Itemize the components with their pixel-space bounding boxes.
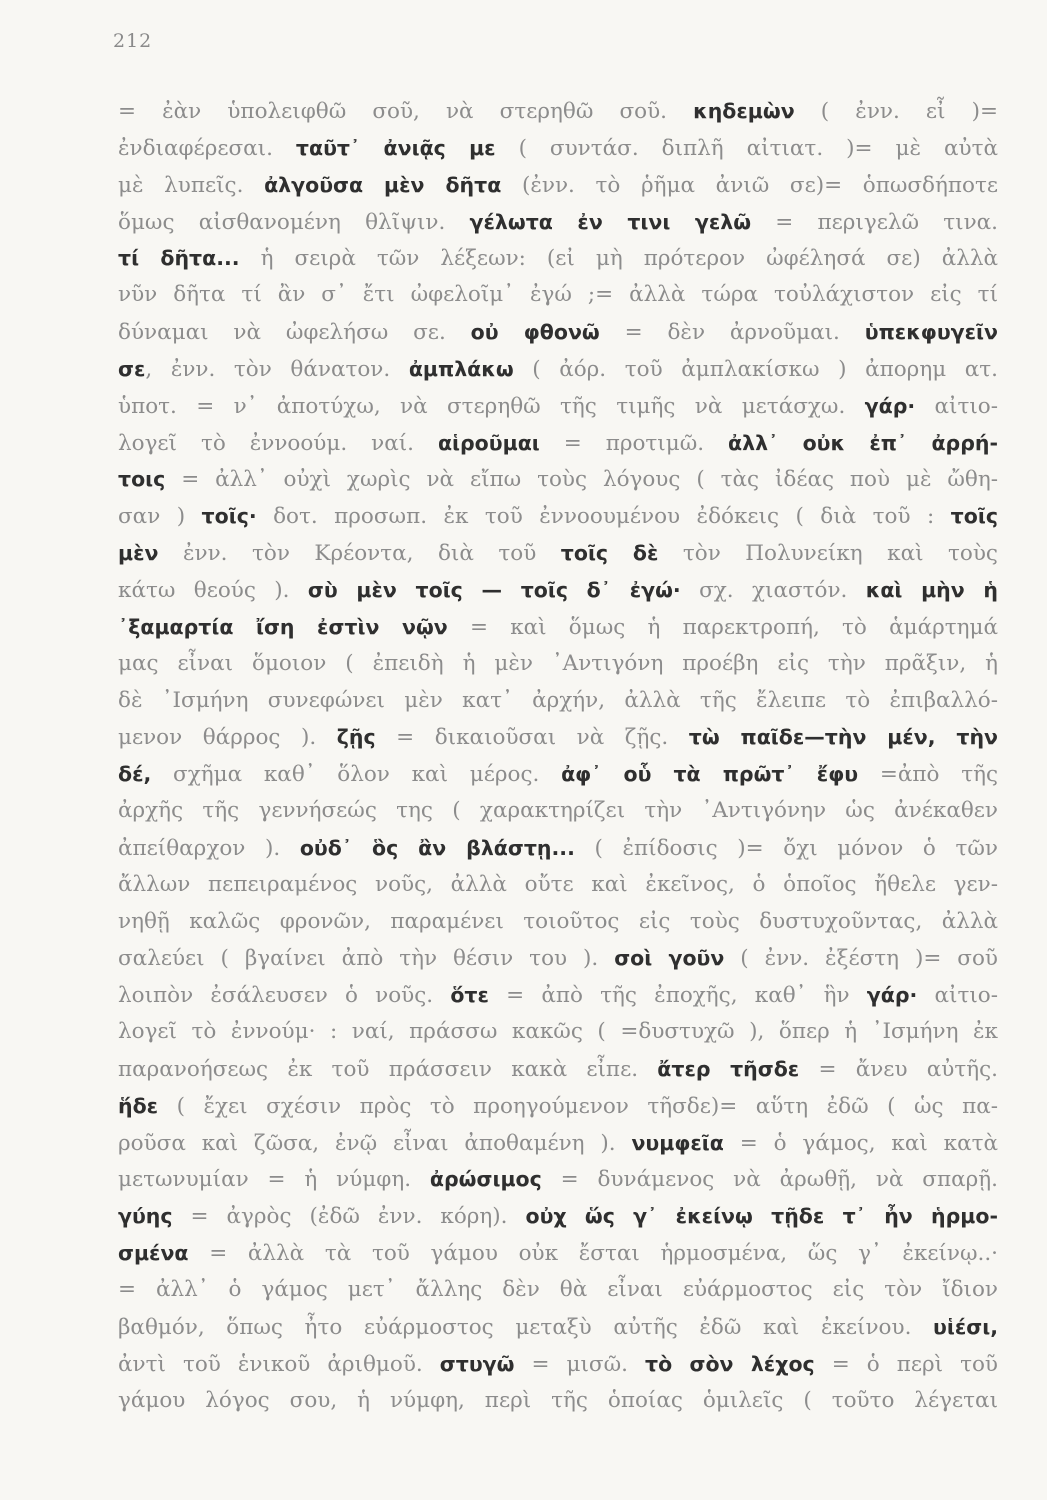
commentary-text (118, 93, 998, 1419)
text-line (118, 93, 998, 130)
text-line (118, 130, 998, 167)
gloss-text: ἀρχῆς τῆς γεννήσεώς της ( χαρακτηρίζει τὴν ᾽Αντιγόνην ὡς ἀνέκαθεν (118, 798, 998, 824)
text-line (118, 609, 998, 646)
text-line (118, 167, 998, 204)
text-line (118, 756, 998, 793)
text-line (118, 793, 998, 830)
lemma-bold: τοῖς· (201, 504, 257, 529)
gloss-text: = ἄνευ αὐτῆς. (799, 1056, 998, 1082)
lemma-bold: γύης (118, 1204, 173, 1229)
lemma-bold: υἱέσι, (933, 1314, 998, 1339)
lemma-bold: καὶ μὴν ἡ (865, 577, 998, 602)
lemma-bold: ἄτερ τῆσδε (657, 1056, 800, 1081)
gloss-text: αἰτιο- (915, 393, 998, 419)
gloss-text: σχ. χιαστόν. (680, 577, 866, 603)
text-line (118, 204, 998, 241)
gloss-text: = ἀλλὰ τὰ τοῦ γάμου οὐκ ἔσται ἡρμοσμένα, ὥς γ᾽ ἐκείνῳ..· (188, 1241, 998, 1267)
gloss-text: κάτω θεούς ). (118, 577, 308, 603)
gloss-text: (ἐνν. τὸ ῥῆμα ἀνιῶ σε)= ὁπωσδήποτε (501, 172, 998, 198)
text-line (118, 1051, 998, 1088)
gloss-text: μενον θάρρος ). (118, 725, 337, 751)
text-line (118, 1014, 998, 1051)
lemma-bold: τοῖς δὲ (560, 541, 659, 566)
gloss-text: ἀπείθαρχον ). (118, 835, 300, 861)
text-line (118, 1383, 998, 1420)
text-line (118, 535, 998, 572)
gloss-text: ( ἐνν. εἶ )= (794, 99, 998, 124)
gloss-text: δὲ ᾽Ισμήνη συνεφώνει μὲν κατ᾽ ἀρχήν, ἀλλὰ τῆς ἔλειπε τὸ ἐπιβαλλό- (118, 687, 998, 713)
gloss-text: = δυνάμενος νὰ ἀρωθῇ, νὰ σπαρῇ. (541, 1167, 998, 1193)
gloss-text: ἀντὶ τοῦ ἑνικοῦ ἀριθμοῦ. (118, 1351, 440, 1377)
gloss-text: γάμου λόγος σου, ἡ νύμφη, περὶ τῆς ὁποίας ὁμιλεῖς ( τοῦτο λέγεται (118, 1387, 998, 1413)
gloss-text: = ὁ γάμος, καὶ κατὰ (723, 1130, 998, 1156)
page-number: 212 (113, 30, 153, 52)
gloss-text: ( ἔχει σχέσιν πρὸς τὸ προηγούμενον τῆσδε)= αὕτη ἐδῶ ( ὡς πα- (158, 1093, 998, 1119)
gloss-text: = δικαιοῦσαι νὰ ζῇς. (375, 725, 689, 751)
text-line (118, 1272, 998, 1309)
gloss-text: σαν ) (118, 504, 202, 530)
lemma-bold: γέλωτα ἐν τινι γελῶ (469, 209, 752, 234)
gloss-text: ἐνδιαφέρεσαι. (118, 135, 296, 161)
text-line (118, 1309, 998, 1346)
text-line (118, 719, 998, 756)
gloss-text: δοτ. προσωπ. ἐκ τοῦ ἐννοουμένου ἐδόκεις ( διὰ τοῦ : (256, 504, 951, 530)
lemma-bold: τοις (118, 467, 166, 492)
text-line (118, 425, 998, 462)
gloss-text: ἄλλων πεπειραμένος νοῦς, ἀλλὰ οὔτε καὶ ἐκεῖνος, ὁ ὁποῖος ἤθελε γεν- (118, 871, 998, 897)
gloss-text: ἡ σειρὰ τῶν λέξεων: (εἰ μὴ πρότερον ὠφέλησά σε) ἀλλὰ (239, 246, 998, 272)
lemma-bold: τὼ παῖδε—τὴν μέν, τὴν (688, 725, 998, 750)
text-line (118, 461, 998, 498)
gloss-text: = ἀλλ᾽ οὐχὶ χωρὶς νὰ εἴπω τοὺς λόγους ( τὰς ἰδέας ποὺ μὲ ὤθη- (165, 467, 998, 493)
gloss-text: ( συντάσ. διπλῆ αἰτιατ. )= μὲ αὐτὰ (495, 135, 998, 161)
gloss-text: νῦν δῆτα τί ἂν σ᾽ ἔτι ὠφελοῖμ᾽ ἐγώ ;= ἀλλὰ τώρα τοὐλάχιστον εἰς τί (118, 282, 998, 308)
text-line (118, 1235, 998, 1272)
gloss-text: μετωνυμίαν = ἡ νύμφη. (118, 1167, 430, 1193)
gloss-text: =ἀπὸ τῆς (858, 762, 998, 788)
gloss-text: παρανοήσεως ἐκ τοῦ πράσσειν κακὰ εἶπε. (118, 1056, 658, 1082)
gloss-text: ὑποτ. = ν᾽ ἀποτύχω, νὰ στερηθῶ τῆς τιμῆς νὰ μετάσχω. (118, 393, 865, 419)
lemma-bold: κηδεμὼν (693, 99, 795, 123)
lemma-bold: μὲν (118, 541, 159, 566)
gloss-text: δύναμαι νὰ ὠφελήσω σε. (118, 320, 471, 346)
lemma-bold: ὑπεκφυγεῖν (864, 320, 998, 345)
text-line (118, 977, 998, 1014)
lemma-bold: στυγῶ (439, 1351, 515, 1376)
gloss-text: = ὁ περὶ τοῦ (814, 1351, 998, 1377)
text-line (118, 1161, 998, 1198)
lemma-bold: ἀμπλάκω (408, 356, 514, 381)
text-line (118, 1088, 998, 1125)
gloss-text: αἰτιο- (917, 983, 998, 1009)
text-line (118, 240, 998, 277)
lemma-bold: ἀφ᾽ οὗ τὰ πρῶτ᾽ ἔφυ (561, 762, 859, 787)
lemma-bold: τοῖς (950, 504, 998, 529)
lemma-bold: τὸ σὸν λέχος (645, 1351, 815, 1376)
gloss-text: νηθῇ καλῶς φρονῶν, παραμένει τοιοῦτος εἰς τοὺς δυστυχοῦντας, ἀλλὰ (118, 908, 998, 934)
text-line (118, 1346, 998, 1383)
lemma-bold: ᾽ξαμαρτία ἴση ἐστὶν νῷν (118, 614, 448, 639)
text-line (118, 498, 998, 535)
gloss-text: = ἀγρὸς (ἐδῶ ἐνν. κόρη). (172, 1204, 526, 1230)
gloss-text: , ἐνν. τὸν θάνατον. (145, 356, 409, 382)
lemma-bold: ζῇς (336, 725, 376, 750)
text-line (118, 940, 998, 977)
lemma-bold: οὐ φθονῶ (470, 320, 600, 345)
lemma-bold: γάρ· (864, 393, 916, 418)
gloss-text: ὅμως αἰσθανομένη θλῖψιν. (118, 209, 470, 235)
text-line (118, 1125, 998, 1162)
lemma-bold: δέ, (118, 762, 152, 787)
text-line (118, 683, 998, 720)
gloss-text: λογεῖ τὸ ἐννούμ· : ναί, πράσσω κακῶς ( =δυστυχῶ ), ὅπερ ἡ ᾽Ισμήνη ἐκ (118, 1019, 998, 1045)
gloss-text: ( ἐνν. ἐξέστη )= σοῦ (724, 946, 998, 972)
gloss-text: ροῦσα καὶ ζῶσα, ἐνῷ εἶναι ἀποθαμένη ). (118, 1130, 632, 1156)
lemma-bold: γάρ· (866, 983, 918, 1008)
text-line (118, 314, 998, 351)
gloss-text: σαλεύει ( βγαίνει ἀπὸ τὴν θέσιν του ). (118, 946, 615, 972)
gloss-text: = ἐὰν ὑπολειφθῶ σοῦ, νὰ στερηθῶ σοῦ. (118, 99, 694, 124)
text-line (118, 351, 998, 388)
text-line (118, 572, 998, 609)
lemma-bold: τί δῆτα... (118, 246, 240, 271)
text-line (118, 867, 998, 904)
text-line (118, 388, 998, 425)
lemma-bold: ἀρώσιμος (429, 1167, 542, 1192)
lemma-bold: σμένα (118, 1241, 189, 1266)
lemma-bold: σε (118, 356, 146, 381)
gloss-text: = ἀπὸ τῆς ἐποχῆς, καθ᾽ ἣν (488, 983, 867, 1009)
gloss-text: = ἀλλ᾽ ὁ γάμος μετ᾽ ἄλλης δὲν θὰ εἶναι εὐάρμοστος εἰς τὸν ἴδιον (118, 1277, 998, 1302)
text-line (118, 646, 998, 683)
gloss-text: = προτιμῶ. (539, 430, 729, 456)
lemma-bold: ὅτε (450, 983, 489, 1008)
lemma-bold: ἀλλ᾽ οὐκ ἐπ᾽ ἀρρή- (728, 430, 998, 455)
lemma-bold: ἥδε (118, 1093, 159, 1118)
gloss-text: τὸν Πολυνείκη καὶ τοὺς (658, 541, 998, 567)
lemma-bold: οὐδ᾽ ὃς ἂν βλάστῃ... (299, 835, 575, 860)
lemma-bold: σὺ μὲν τοῖς — τοῖς δ᾽ ἐγώ· (307, 577, 681, 602)
gloss-text: ἐνν. τὸν Κρέοντα, διὰ τοῦ (158, 541, 561, 567)
text-line (118, 277, 998, 314)
lemma-bold: νυμφεῖα (631, 1130, 724, 1155)
lemma-bold: αἱροῦμαι (437, 430, 540, 455)
gloss-text: μας εἶναι ὅμοιον ( ἐπειδὴ ἡ μὲν ᾽Αντιγόνη προέβη εἰς τὴν πρᾶξιν, ἡ (118, 650, 998, 676)
lemma-bold: σοὶ γοῦν (614, 946, 725, 971)
gloss-text: ( ἀόρ. τοῦ ἀμπλακίσκω ) ἀπορημ ατ. (513, 356, 998, 382)
gloss-text: μὲ λυπεῖς. (118, 172, 265, 198)
lemma-bold: ἀλγοῦσα μὲν δῆτα (264, 172, 502, 197)
lemma-bold: ταῦτ᾽ ἀνιᾷς με (295, 135, 496, 160)
gloss-text: = δὲν ἀρνοῦμαι. (599, 320, 865, 346)
gloss-text: βαθμόν, ὅπως ἦτο εὐάρμοστος μεταξὺ αὐτῆς ἐδῶ καὶ ἐκείνου. (118, 1314, 934, 1340)
gloss-text: = μισῶ. (514, 1351, 645, 1377)
text-line (118, 904, 998, 941)
gloss-text: λογεῖ τὸ ἐννοούμ. ναί. (118, 430, 438, 456)
gloss-text: = περιγελῶ τινα. (751, 209, 998, 235)
text-line (118, 830, 998, 867)
gloss-text: ( ἐπίδοσις )= ὄχι μόνον ὁ τῶν (574, 835, 998, 861)
text-line (118, 1198, 998, 1235)
lemma-bold: οὐχ ὥς γ᾽ ἐκείνῳ τῇδε τ᾽ ἦν ἡρμο- (525, 1204, 998, 1229)
gloss-text: σχῆμα καθ᾽ ὅλον καὶ μέρος. (151, 762, 562, 788)
gloss-text: λοιπὸν ἐσάλευσεν ὁ νοῦς. (118, 983, 451, 1009)
gloss-text: = καὶ ὅμως ἡ παρεκτροπή, τὸ ἁμάρτημά (447, 614, 998, 640)
